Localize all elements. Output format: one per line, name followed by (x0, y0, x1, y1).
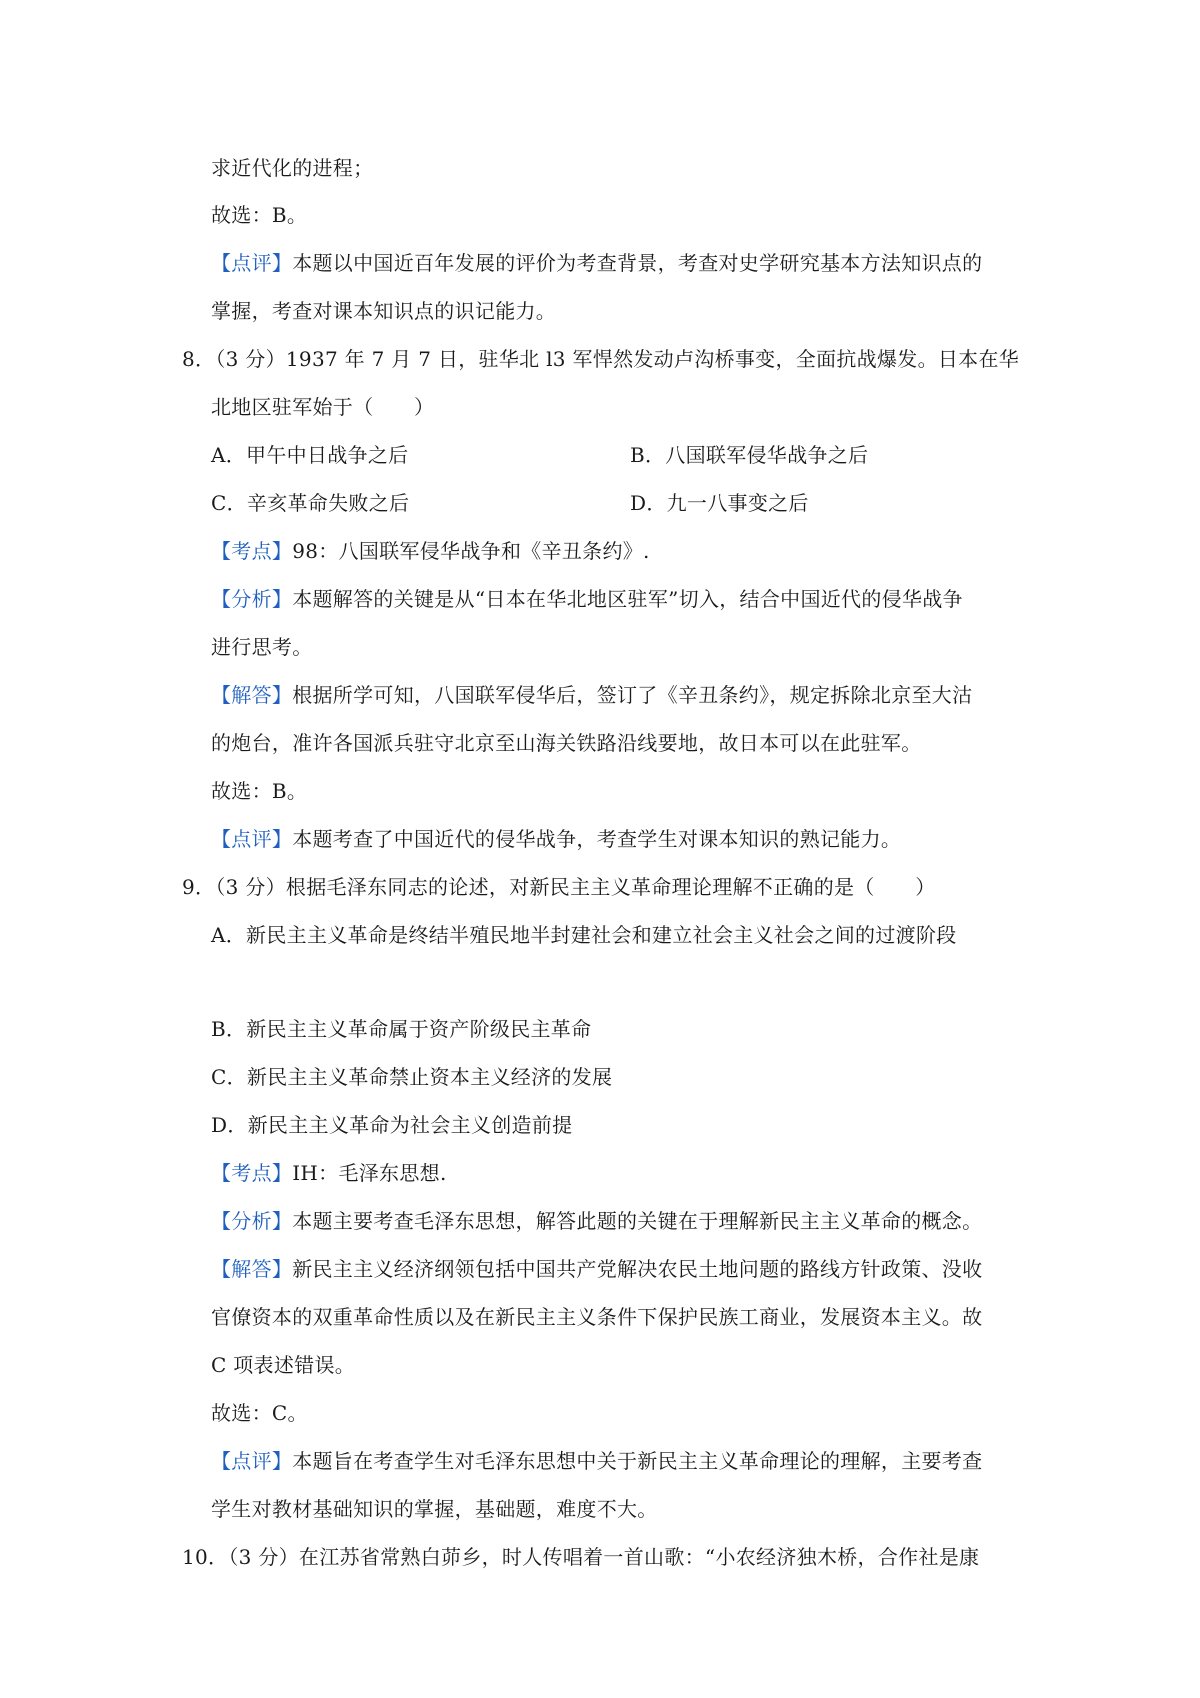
q8-option-b: B．八国联军侵华战争之后 (630, 443, 869, 467)
q8-option-d: D．九一八事变之后 (630, 491, 809, 515)
q9-comment-cont: 学生对教材基础知识的掌握，基础题，难度不大。 (211, 1497, 658, 1521)
comment-text: 本题考查了中国近代的侵华战争，考查学生对课本知识的熟记能力。 (292, 827, 902, 851)
q8-choice: 故选：B。 (211, 779, 308, 803)
q8-analysis-cont: 进行思考。 (211, 635, 313, 659)
analysis-tag: 【分析】 (211, 1209, 293, 1233)
prev-comment (211, 249, 982, 277)
analysis-text: 本题主要考查毛泽东思想，解答此题的关键在于理解新民主主义革命的概念。 (292, 1209, 983, 1233)
point-tag: 【考点】 (211, 539, 293, 563)
point-tag: 【考点】 (211, 1161, 293, 1185)
q9-option-b: B．新民主主义革命属于资产阶级民主革命 (211, 1017, 592, 1041)
q8-answer (211, 681, 972, 709)
analysis-text: 本题解答的关键是从“日本在华北地区驻军”切入，结合中国近代的侵华战争 (292, 587, 963, 611)
point-text: IH：毛泽东思想. (292, 1161, 447, 1185)
answer-tag: 【解答】 (211, 1257, 293, 1281)
comment-text: 本题以中国近百年发展的评价为考查背景，考查对史学研究基本方法知识点的 (292, 251, 983, 275)
q9-analysis (211, 1207, 982, 1235)
q8-comment (211, 825, 901, 853)
comment-text: 本题旨在考查学生对毛泽东思想中关于新民主主义革命理论的理解，主要考查 (292, 1449, 983, 1473)
comment-tag: 【点评】 (211, 1449, 293, 1473)
answer-tag: 【解答】 (211, 683, 293, 707)
q9-point (211, 1159, 447, 1187)
q8-option-c: C．辛亥革命失败之后 (211, 491, 410, 515)
answer-text: 新民主主义经济纲领包括中国共产党解决农民土地问题的路线方针政策、没收 (292, 1257, 983, 1281)
q8-analysis (211, 585, 963, 613)
q9-option-d: D．新民主主义革命为社会主义创造前提 (211, 1113, 573, 1137)
q8-stem-cont: 北地区驻军始于（ ） (211, 395, 435, 419)
q9-stem: 9．（3 分）根据毛泽东同志的论述，对新民主主义革命理论理解不正确的是（ ） (182, 875, 936, 899)
prev-continuation: 求近代化的进程； (211, 156, 374, 180)
comment-tag: 【点评】 (211, 827, 293, 851)
prev-comment-cont: 掌握，考查对课本知识点的识记能力。 (211, 299, 557, 323)
q10-stem: 10．（3 分）在江苏省常熟白茆乡，时人传唱着一首山歌：“小农经济独木桥，合作社是康 (182, 1545, 980, 1569)
q9-answer-cont2: C 项表述错误。 (211, 1353, 356, 1377)
answer-text: 根据所学可知，八国联军侵华后，签订了《辛丑条约》，规定拆除北京至大沽 (292, 683, 973, 707)
prev-choice: 故选：B。 (211, 203, 308, 227)
q8-answer-cont: 的炮台，准许各国派兵驻守北京至山海关铁路沿线要地，故日本可以在此驻军。 (211, 731, 922, 755)
q9-answer (211, 1255, 982, 1283)
q9-choice: 故选：C。 (211, 1401, 308, 1425)
q9-comment (211, 1447, 982, 1475)
q8-stem: 8．（3 分）1937 年 7 月 7 日，驻华北 l3 军悍然发动卢沟桥事变，全面抗战爆发。日本在华 (182, 347, 1020, 371)
point-text: 98：八国联军侵华战争和《辛丑条约》. (292, 539, 650, 563)
q9-option-c: C．新民主主义革命禁止资本主义经济的发展 (211, 1065, 613, 1089)
q9-option-a: A．新民主主义革命是终结半殖民地半封建社会和建立社会主义社会之间的过渡阶段 (211, 923, 957, 947)
q8-point (211, 537, 650, 565)
q9-answer-cont: 官僚资本的双重革命性质以及在新民主主义条件下保护民族工商业，发展资本主义。故 (211, 1305, 983, 1329)
comment-tag: 【点评】 (211, 251, 293, 275)
analysis-tag: 【分析】 (211, 587, 293, 611)
q8-option-a: A．甲午中日战争之后 (211, 443, 409, 467)
